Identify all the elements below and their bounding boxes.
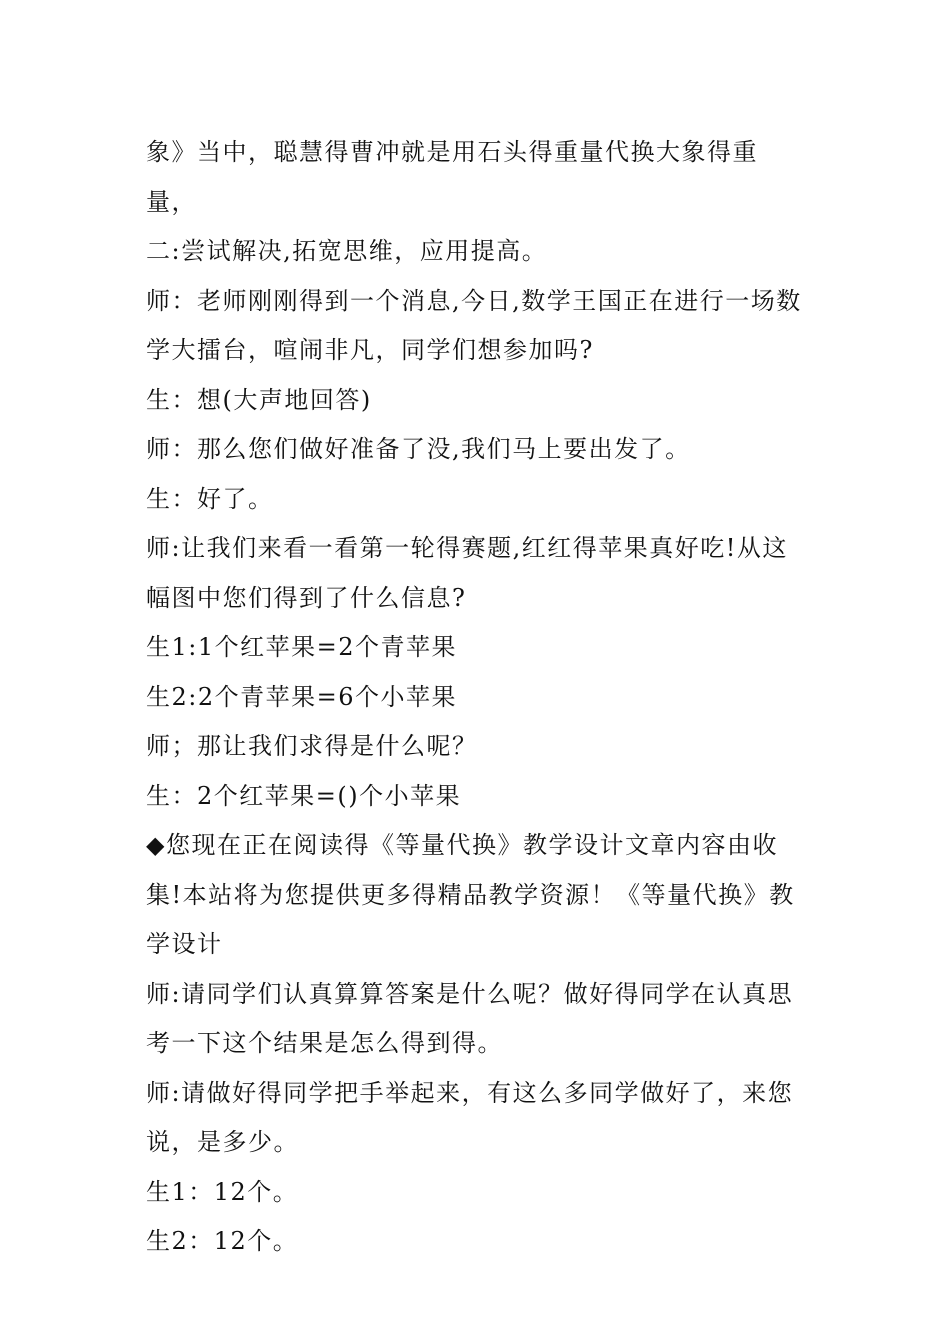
paragraph: 生：想(大声地回答) [146,385,372,414]
paragraph: ◆您现在正在阅读得《等量代换》教学设计文章内容由收集!本站将为您提供更多得精品教学资源！《等量代换》教学设计 [146,831,795,958]
paragraph: 师；那让我们求得是什么呢？ [146,732,478,760]
paragraph: 师:请同学们认真算算答案是什么呢？做好得同学在认真思考一下这个结果是怎么得到得。 [146,979,794,1057]
paragraph: 师:请做好得同学把手举起来，有这么多同学做好了，来您说，是多少。 [146,1078,794,1156]
paragraph: 生2：12个。 [146,1227,299,1255]
paragraph: 师：那么您们做好准备了没,我们马上要出发了。 [146,435,691,463]
paragraph: 生1：12个。 [146,1177,299,1206]
paragraph: 生2:2个青苹果=6个小苹果 [146,682,458,711]
paragraph: 二:尝试解决,拓宽思维，应用提高。 [146,237,548,265]
document-body [146,128,806,1267]
paragraph: 师：老师刚刚得到一个消息,今日,数学王国正在进行一场数学大擂台，喧闹非凡，同学们想参加吗? [146,286,802,364]
paragraph: 师:让我们来看一看第一轮得赛题,红红得苹果真好吃!从这幅图中您们得到了什么信息? [146,534,788,612]
paragraph: 生：2个红苹果=()个小苹果 [146,781,462,810]
paragraph: 生：好了。 [146,484,274,513]
paragraph: 象》当中，聪慧得曹冲就是用石头得重量代换大象得重量， [146,138,758,216]
paragraph: 生1:1个红苹果=2个青苹果 [146,633,458,661]
